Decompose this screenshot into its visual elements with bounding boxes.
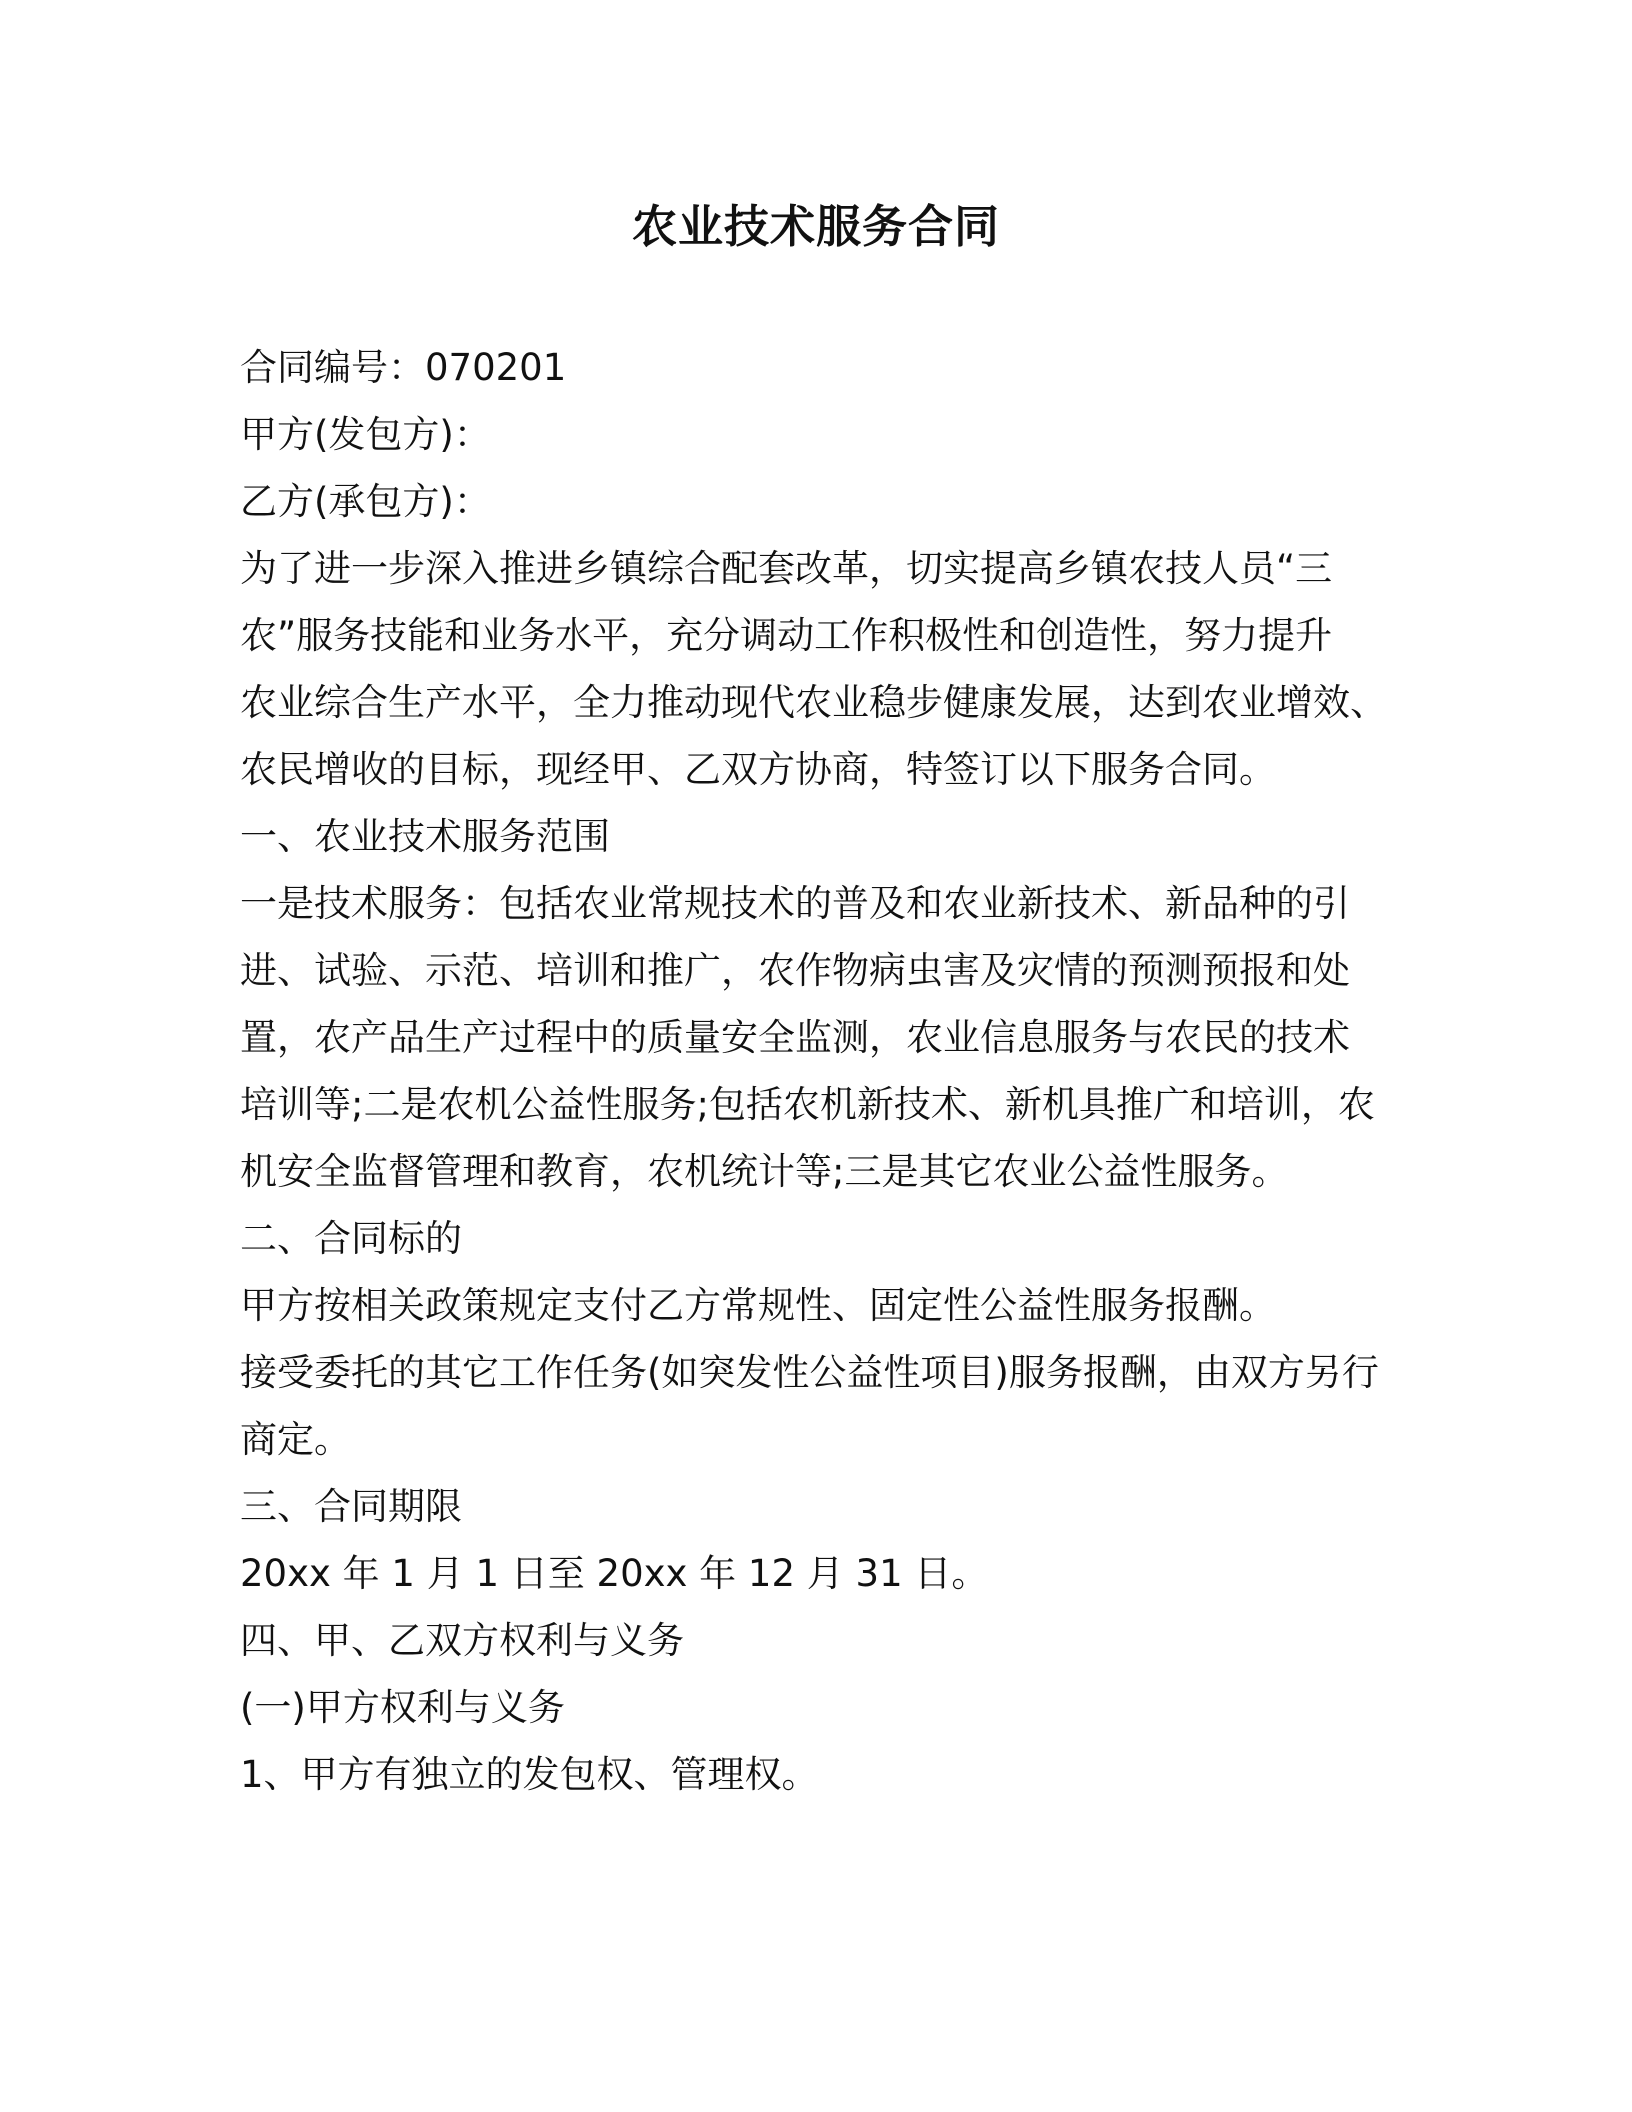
section-heading: 四、甲、乙双方权利与义务: [240, 1619, 684, 1662]
subsection-heading: (一)甲方权利与义务: [240, 1686, 565, 1729]
paragraph-line: 接受委托的其它工作任务(如突发性公益性项目)服务报酬，由双方另行: [240, 1351, 1379, 1394]
party-b-line: 乙方(承包方)：: [240, 480, 491, 523]
paragraph-line: 甲方按相关政策规定支付乙方常规性、固定性公益性服务报酬。: [240, 1284, 1276, 1327]
paragraph-line: 1、甲方有独立的发包权、管理权。: [240, 1753, 819, 1796]
paragraph-line: 一是技术服务：包括农业常规技术的普及和农业新技术、新品种的引: [240, 882, 1350, 925]
document-title: 农业技术服务合同: [631, 200, 1000, 253]
contract-number-line: 合同编号：070201: [240, 346, 567, 389]
party-a-line: 甲方(发包方)：: [240, 413, 491, 456]
paragraph-line: 商定。: [240, 1418, 351, 1461]
section-heading: 二、合同标的: [240, 1217, 462, 1260]
preamble-line: 农业综合生产水平，全力推动现代农业稳步健康发展，达到农业增效、: [240, 681, 1387, 724]
section-heading: 三、合同期限: [240, 1485, 462, 1528]
preamble-line: 农”服务技能和业务水平，充分调动工作积极性和创造性，努力提升: [240, 614, 1333, 657]
paragraph-line: 置，农产品生产过程中的质量安全监测，农业信息服务与农民的技术: [240, 1016, 1350, 1059]
paragraph-line: 机安全监督管理和教育，农机统计等;三是其它农业公益性服务。: [240, 1150, 1289, 1193]
preamble-line: 为了进一步深入推进乡镇综合配套改革，切实提高乡镇农技人员“三: [240, 547, 1333, 590]
preamble-line: 农民增收的目标，现经甲、乙双方协商，特签订以下服务合同。: [240, 748, 1276, 791]
paragraph-line: 进、试验、示范、培训和推广，农作物病虫害及灾情的预测预报和处: [240, 949, 1350, 992]
section-heading: 一、农业技术服务范围: [240, 815, 610, 858]
document-body: [240, 334, 1390, 1808]
paragraph-line: 培训等;二是农机公益性服务;包括农机新技术、新机具推广和培训，农: [240, 1083, 1375, 1126]
contract-period-line: 20xx 年 1 月 1 日至 20xx 年 12 月 31 日。: [240, 1552, 989, 1595]
